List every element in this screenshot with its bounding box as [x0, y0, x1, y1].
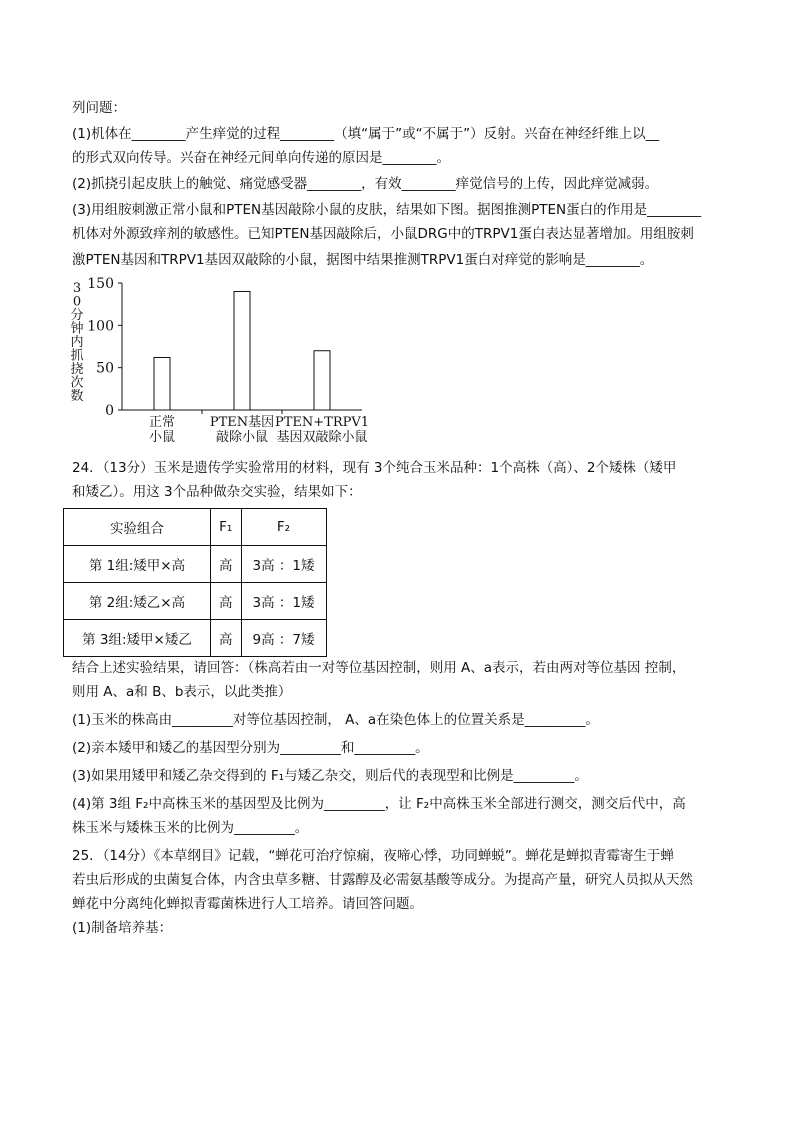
cross-experiment-table	[63, 508, 327, 657]
question-3-line-2: 机体对外源致痒剂的敏感性。已知PTEN基因敲除后，小鼠DRG中的TRPV1蛋白表达显著增加。用组胺刺	[72, 226, 694, 242]
question-3-line-3: 激PTEN基因和TRPV1基因双敲除的小鼠，据图中结果推测TRPV1蛋白对痒觉的影响是________。	[72, 252, 654, 268]
question-25-line-2: 若虫后形成的虫菌复合体，内含虫草多糖、甘露醇及必需氨基酸等成分。为提高产量，研究人员拟从天然	[72, 872, 693, 888]
itch-bar-chart	[62, 274, 382, 454]
sub-question-2: (2)亲本矮甲和矮乙的基因型分别为_________和_________。	[72, 740, 429, 756]
question-2-line: (2)抓挠引起皮肤上的触觉、痛觉感受器________，有效________痒觉信号的上传，因此痒觉减弱。	[72, 176, 659, 192]
table-cell: 9高 ：7矮	[241, 620, 326, 657]
y-axis-label-char: 数	[70, 389, 84, 404]
table-cell: 第 1组:矮甲×高	[64, 546, 211, 583]
bar-3	[314, 351, 330, 410]
y-axis-label-char: 内	[70, 335, 84, 350]
bar-2	[234, 291, 250, 410]
table-cell: 高	[211, 583, 242, 620]
y-tick-label: 150	[87, 276, 114, 292]
y-axis-label-char: 3	[72, 281, 82, 296]
sub-question-4-line-2: 株玉米与矮株玉米的比例为_________。	[72, 820, 309, 836]
question-25-line-1: 25．（14分）《本草纲目》记载，“蝉花可治疗惊痫，夜啼心悸，功同蝉蜕”。蝉花是蝉拟青霉寄生于蝉	[72, 848, 674, 864]
y-tick-label: 0	[105, 403, 114, 419]
y-axis-label-char: 0	[72, 294, 82, 310]
table-cell: 第 2组:矮乙×高	[64, 583, 211, 620]
table-row	[64, 620, 327, 657]
text-line-1: 列问题：	[72, 100, 126, 116]
question-1-line-2: 的形式双向传导。兴奋在神经元间单向传递的原因是________。	[72, 150, 450, 166]
y-axis-label-char: 次	[70, 375, 84, 391]
table-row	[64, 583, 327, 620]
table-cell: 第 3组:矮甲×矮乙	[64, 620, 211, 657]
instruction-line-1: 结合上述实验结果，请回答：（株高若由一对等位基因控制，则用 A、a表示，若由两对等位基因 控制，	[72, 660, 686, 676]
instruction-line-2: 则用 A、a和 B、b表示，以此类推）	[72, 684, 292, 700]
question-1-line-1: (1)机体在________产生痒觉的过程________（填“属于”或“不属于”）反射。兴奋在神经纤维上以__	[72, 126, 660, 142]
table-cell: 3高 ：1矮	[241, 583, 326, 620]
table-header-row	[64, 509, 327, 546]
question-24-line-2: 和矮乙）。用这 3个品种做杂交实验，结果如下：	[72, 484, 362, 500]
y-axis-label-char: 分	[70, 308, 84, 323]
table-cell: 3高 ：1矮	[241, 546, 326, 583]
sub-question-1: (1)玉米的株高由_________对等位基因控制， A、a在染色体上的位置关系是_________。	[72, 712, 599, 728]
bar-1	[154, 358, 170, 410]
y-axis-label-char: 挠	[70, 362, 84, 377]
question-3-line-1: (3)用组胺刺激正常小鼠和PTEN基因敲除小鼠的皮肤，结果如下图。据图推测PTEN蛋白的作用是________	[72, 202, 702, 218]
question-25-line-3: 蝉花中分离纯化蝉拟青霉菌株进行人工培养。请回答问题。	[72, 896, 423, 912]
sub-question-3: (3)如果用矮甲和矮乙杂交得到的 F₁与矮乙杂交，则后代的表现型和比例是_________。	[72, 768, 588, 784]
table-cell: 高	[211, 620, 242, 657]
x-category-label: 敲除小鼠	[215, 430, 269, 445]
header-f2: F₂	[241, 509, 326, 546]
x-category-label: PTEN基因	[209, 415, 275, 430]
table-cell: 高	[211, 546, 242, 583]
y-tick-label: 100	[87, 318, 114, 335]
x-category-label: PTEN+TRPV1	[274, 415, 370, 430]
x-category-label: 基因双敲除小鼠	[276, 430, 368, 445]
table-row	[64, 546, 327, 583]
y-axis-label-char: 钟	[70, 321, 84, 337]
header-f1: F₁	[211, 509, 242, 546]
y-axis-label-char: 抓	[70, 348, 84, 364]
question-25-line-4: (1)制备培养基：	[72, 920, 173, 936]
sub-question-4-line-1: (4)第 3组 F₂中高株玉米的基因型及比例为_________，让 F₂中高株玉米全部进行测交，测交后代中，高	[72, 796, 686, 812]
question-24-line-1: 24．（13分）玉米是遗传学实验常用的材料，现有 3个纯合玉米品种：1个高株（高）、2个矮株（矮甲	[72, 460, 677, 476]
x-category-label: 小鼠	[148, 430, 176, 445]
header-combination: 实验组合	[64, 509, 211, 546]
x-category-label: 正常	[148, 415, 176, 430]
y-tick-label: 50	[96, 360, 114, 377]
